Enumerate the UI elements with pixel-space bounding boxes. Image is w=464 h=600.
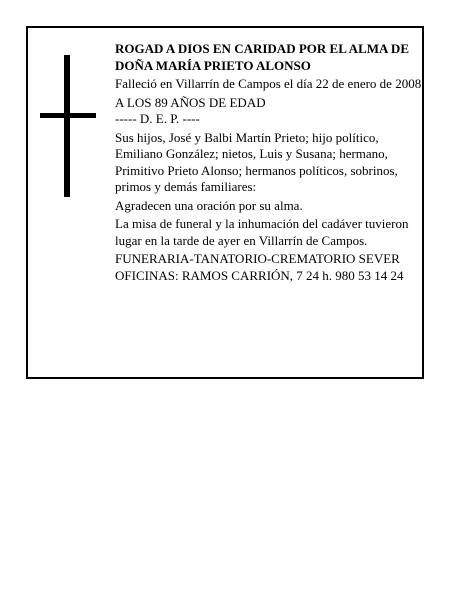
offices-line: OFICINAS: RAMOS CARRIÓN, 7 24 h. 980 53 14 24 <box>115 267 404 283</box>
rip-line: ----- D. E. P. ---- <box>115 111 200 126</box>
cross-horizontal-bar <box>40 113 96 118</box>
notice-text-block <box>115 41 425 284</box>
cross-icon <box>40 55 96 197</box>
obituary-notice <box>26 26 424 379</box>
funeral-info: La misa de funeral y la inhumación del cadáver tuvieron lugar en la tarde de ayer en Villarrín de Campos. <box>115 216 409 248</box>
family-list: Sus hijos, José y Balbi Martín Prieto; hijo político, Emiliano González; nietos, Luis y Susana; hermano, Primitivo Prieto Alonso; hermanos políticos, sobrinos, primos y demás familiares: <box>115 129 398 194</box>
funeral-home: FUNERARIA-TANATORIO-CREMATORIO SEVER <box>115 251 400 266</box>
prayer-request: Agradecen una oración por su alma. <box>115 197 303 213</box>
notice-heading: ROGAD A DIOS EN CARIDAD POR EL ALMA DE <box>115 41 409 56</box>
age-line: A LOS 89 AÑOS DE EDAD <box>115 94 266 110</box>
cross-vertical-bar <box>64 55 70 197</box>
deceased-name: DOÑA MARÍA PRIETO ALONSO <box>115 57 311 73</box>
death-info: Falleció en Villarrín de Campos el día 22 de enero de 2008 <box>115 76 422 91</box>
